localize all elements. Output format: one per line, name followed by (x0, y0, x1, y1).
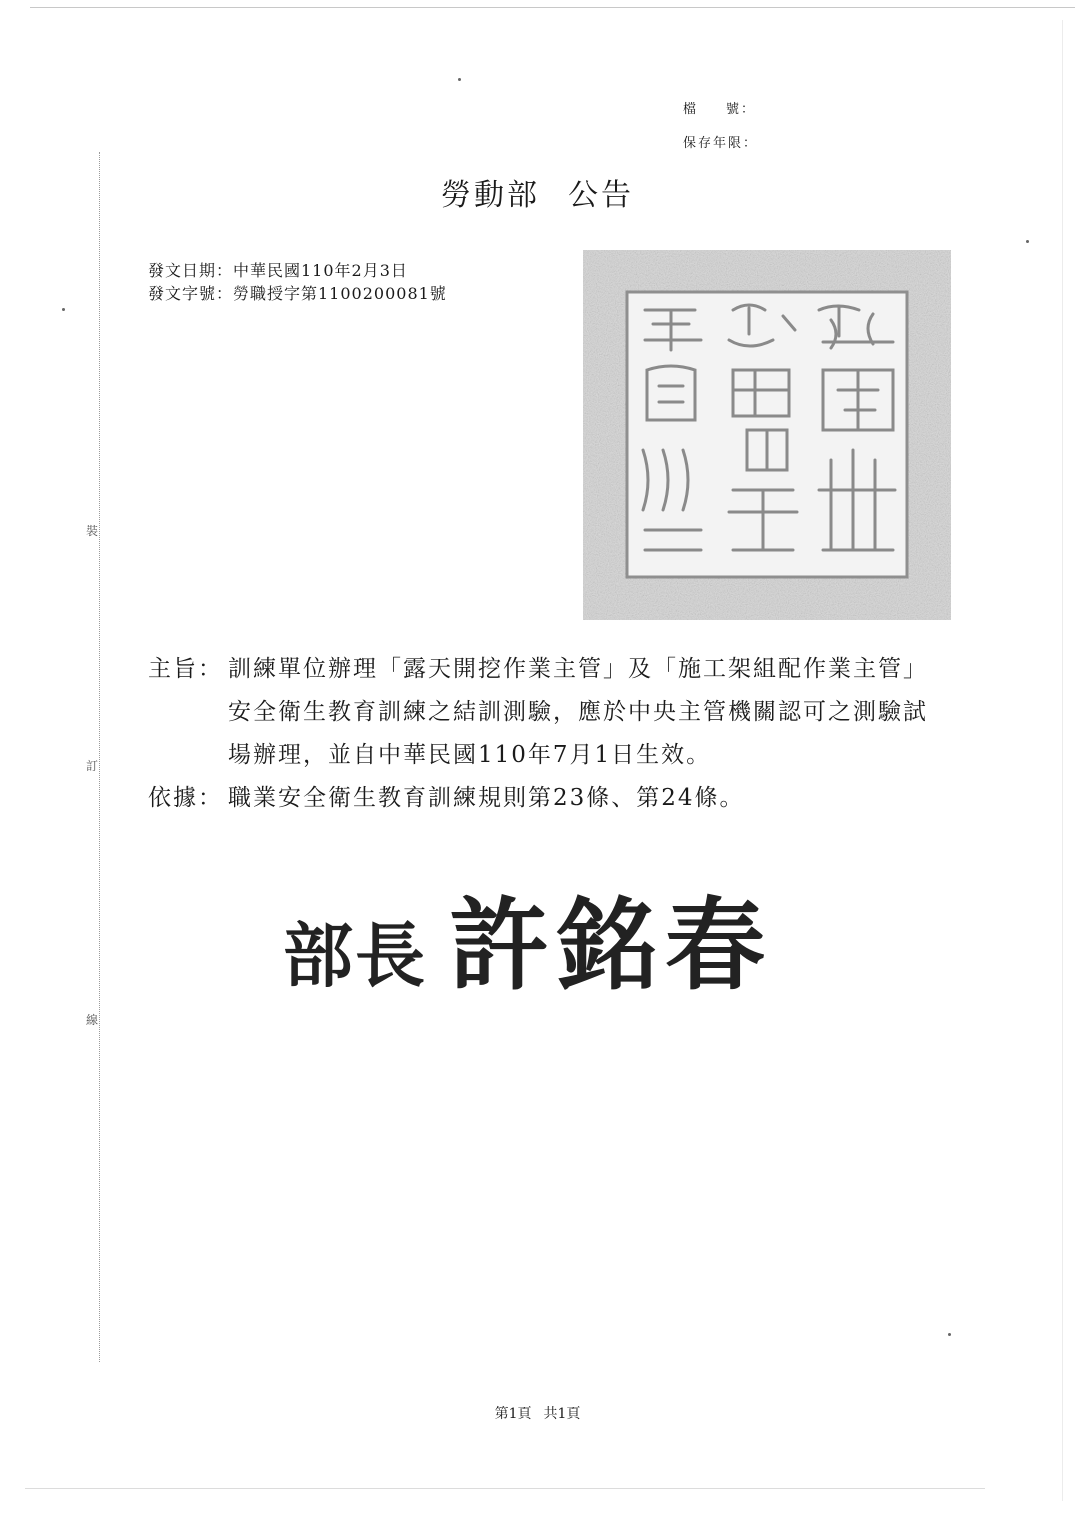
file-number-label-part2: 號： (726, 102, 757, 117)
minister-signature (283, 865, 773, 1009)
bottom-edge-line (25, 1488, 985, 1489)
top-edge-line (30, 7, 1075, 8)
retention-period-field: 保存年限： (683, 136, 759, 151)
scan-speck (1026, 240, 1029, 243)
basis-row (148, 777, 948, 820)
basis-label: 依據： (148, 785, 223, 811)
file-number-label-part1: 檔 (683, 102, 699, 117)
issue-date: 發文日期：中華民國110年2月3日 (148, 261, 408, 280)
binding-mark-ding: 訂 (86, 759, 99, 773)
scan-speck (458, 78, 461, 81)
binding-dotted-line (99, 152, 100, 1362)
agency-name: 勞動部 (441, 178, 540, 213)
page-title (0, 170, 1075, 214)
page-number (0, 1403, 1075, 1423)
document-type: 公告 (568, 178, 634, 213)
scan-speck (948, 1333, 951, 1336)
signature-name: 許銘春 (449, 887, 773, 1004)
subject-row (148, 648, 948, 777)
signature-title: 部長 (283, 915, 427, 997)
basis-text: 職業安全衛生教育訓練規則第23條、第24條。 (228, 785, 745, 811)
binding-mark-xian: 線 (86, 1013, 99, 1027)
announcement-body (148, 648, 948, 820)
file-number-field (683, 98, 756, 117)
total-pages: 共1頁 (543, 1406, 581, 1422)
issue-number: 發文字號：勞職授字第1100200081號 (148, 284, 447, 303)
binding-mark-zhuang: 裝 (86, 524, 99, 538)
subject-label: 主旨： (148, 656, 223, 682)
current-page: 第1頁 (494, 1406, 532, 1422)
right-edge-line (1062, 20, 1063, 1501)
subject-text: 訓練單位辦理「露天開挖作業主管」及「施工架組配作業主管」安全衛生教育訓練之結訓測驗，應於中央主管機關認可之測驗試場辦理，並自中華民國110年7月1日生效。 (228, 656, 928, 768)
official-seal-icon (583, 250, 951, 620)
scan-speck (62, 308, 65, 311)
